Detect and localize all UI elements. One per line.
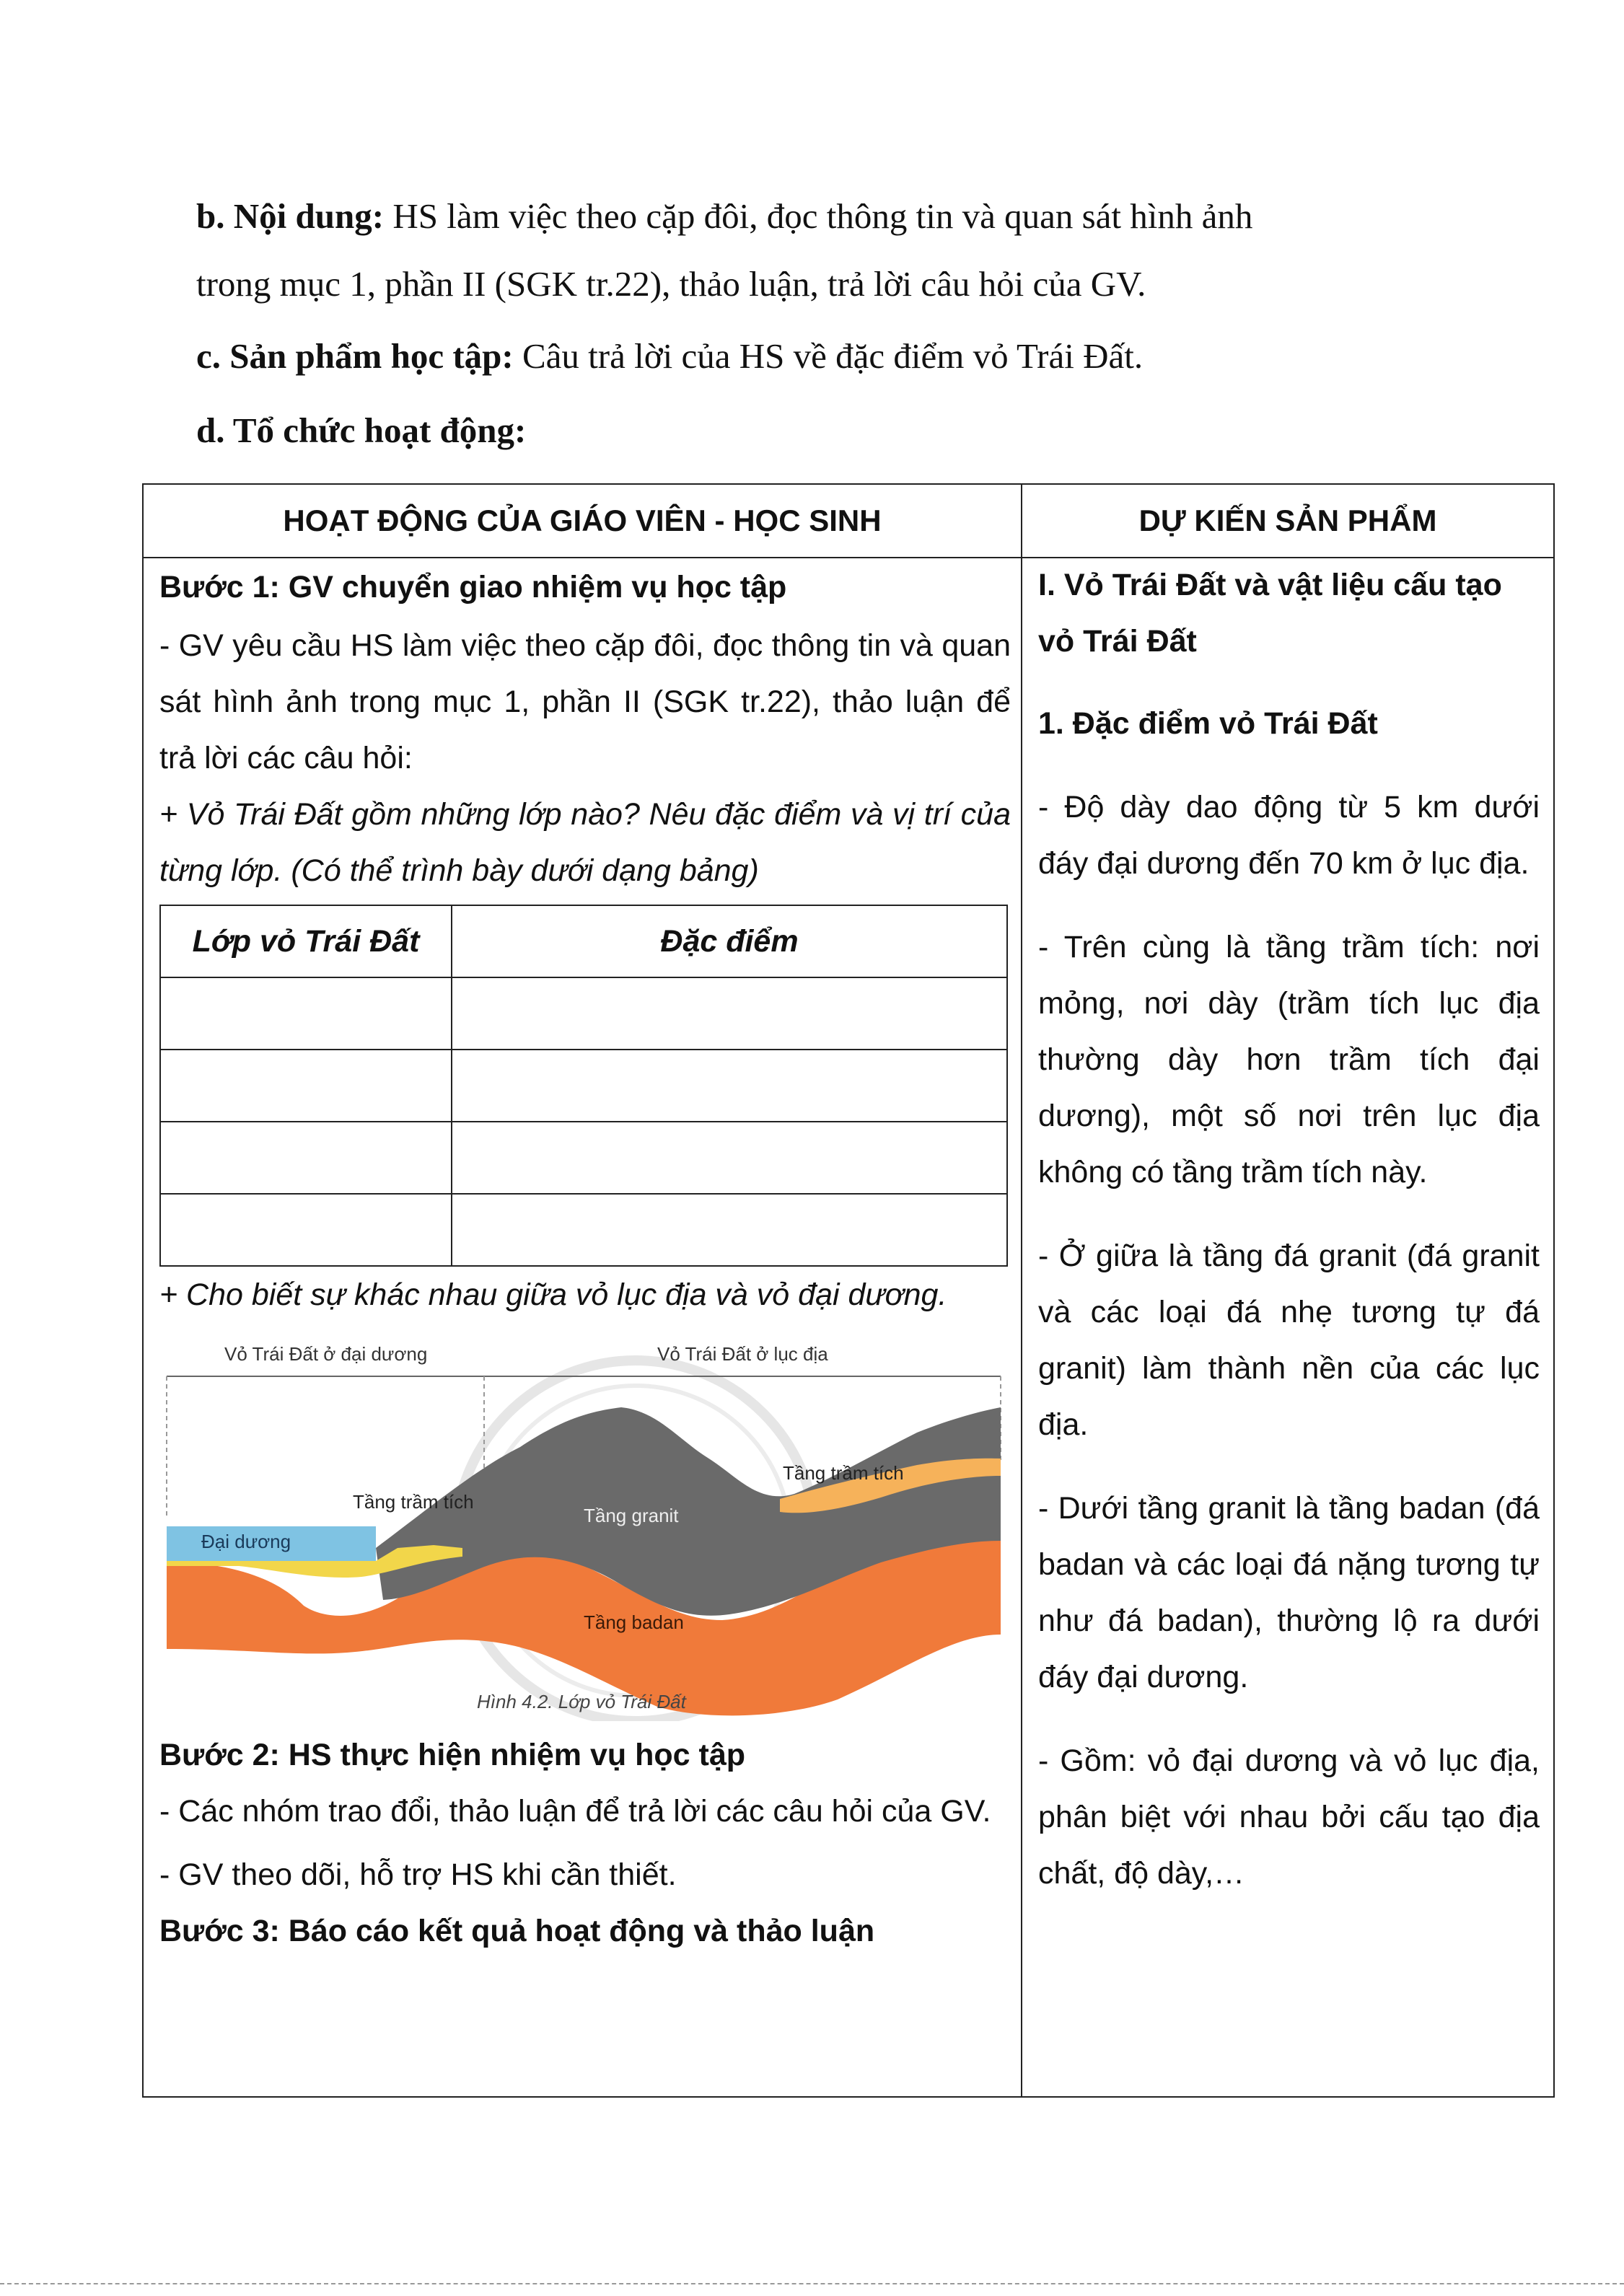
- product-line: [196, 333, 1437, 379]
- question-2: + Cho biết sự khác nhau giữa vỏ lục địa và vỏ đại dương.: [159, 1277, 947, 1312]
- content-text-2: trong mục 1, phần II (SGK tr.22), thảo luận, trả lời câu hỏi của GV.: [196, 264, 1146, 304]
- thickness-paragraph: - Độ dày dao động từ 5 km dưới đáy đại dương đến 70 km ở lục địa.: [1038, 790, 1540, 881]
- step1-text: - GV yêu cầu HS làm việc theo cặp đôi, đọc thông tin và quan sát hình ảnh trong mục 1, phần II (SGK tr.22), thảo luận để trả lời các câu hỏi:: [159, 628, 1011, 775]
- table-cell[interactable]: [452, 1050, 1007, 1122]
- column-divider: [1021, 485, 1022, 2096]
- organization-label: d. Tổ chức hoạt động:: [196, 410, 527, 450]
- feature-col-header: Đặc điểm: [452, 905, 1007, 977]
- composition-paragraph: - Gồm: vỏ đại dương và vỏ lục địa, phân biệt với nhau bởi cấu tạo địa chất, độ dày,…: [1038, 1743, 1540, 1891]
- step2-title: Bước 2: HS thực hiện nhiệm vụ học tập: [159, 1738, 746, 1772]
- table-cell[interactable]: [160, 1122, 452, 1194]
- header-expected-product: DỰ KIẾN SẢN PHẨM: [1138, 503, 1437, 537]
- table-cell[interactable]: [160, 1194, 452, 1266]
- layer-table-header: [160, 905, 1007, 977]
- granite-paragraph: - Ở giữa là tầng đá granit (đá granit và các loại đá nhẹ tương tự đá granit) làm thành nền của các lục địa.: [1038, 1239, 1540, 1442]
- table-cell[interactable]: [160, 1050, 452, 1122]
- ocean-crust-label: Vỏ Trái Đất ở đại dương: [224, 1343, 428, 1365]
- right-column: [1038, 557, 1540, 1901]
- content-line-1: [196, 193, 1437, 239]
- product-label: c. Sản phẩm học tập:: [196, 336, 514, 376]
- page-bottom-rule: [0, 2283, 1624, 2284]
- step2-text-2: - GV theo dõi, hỗ trợ HS khi cần thiết.: [159, 1857, 677, 1892]
- table-cell[interactable]: [452, 977, 1007, 1050]
- table-row: [160, 1050, 1007, 1122]
- basalt-label: Tầng badan: [584, 1611, 684, 1633]
- header-teacher-student: HOẠT ĐỘNG CỦA GIÁO VIÊN - HỌC SINH: [283, 503, 882, 537]
- content-text-1: HS làm việc theo cặp đôi, đọc thông tin và quan sát hình ảnh: [384, 196, 1253, 236]
- basalt-paragraph: - Dưới tầng granit là tầng badan (đá badan và các loại đá nặng tương tự như đá badan), thường lộ ra dưới đáy đại dương.: [1038, 1491, 1540, 1694]
- step2-text-1: - Các nhóm trao đổi, thảo luận để trả lời các câu hỏi của GV.: [159, 1794, 991, 1829]
- table-row: [160, 1122, 1007, 1194]
- section-title: I. Vỏ Trái Đất và vật liệu cấu tạo vỏ Trái Đất: [1038, 568, 1502, 659]
- left-column: [159, 557, 1011, 1959]
- sediment-left-label: Tầng trầm tích: [353, 1491, 474, 1513]
- layer-table: [159, 905, 1008, 1267]
- ocean-label: Đại dương: [201, 1531, 291, 1552]
- sediment-paragraph: - Trên cùng là tầng trầm tích: nơi mỏng, nơi dày (trầm tích lục địa thường dày hơn trầm tích đại dương), một số nơi trên lục địa không có tầng trầm tích này.: [1038, 930, 1540, 1189]
- organization-line: [196, 408, 1437, 454]
- product-text: Câu trả lời của HS về đặc điểm vỏ Trái Đất.: [513, 336, 1144, 376]
- step3-title: Bước 3: Báo cáo kết quả hoạt động và thảo luận: [159, 1914, 875, 1948]
- figure-caption: Hình 4.2. Lớp vỏ Trái Đất: [477, 1691, 686, 1712]
- content-line-2: [196, 261, 1437, 307]
- table-row: [160, 1194, 1007, 1266]
- granite-label: Tầng granit: [584, 1505, 679, 1526]
- layer-col-header: Lớp vỏ Trái Đất: [160, 905, 452, 977]
- subsection-title: 1. Đặc điểm vỏ Trái Đất: [1038, 706, 1378, 741]
- table-row: [160, 977, 1007, 1050]
- table-cell[interactable]: [452, 1122, 1007, 1194]
- continent-crust-label: Vỏ Trái Đất ở lục địa: [657, 1343, 828, 1365]
- table-cell[interactable]: [160, 977, 452, 1050]
- activity-table: [142, 483, 1555, 2098]
- content-label: b. Nội dung:: [196, 196, 385, 236]
- step1-title: Bước 1: GV chuyển giao nhiệm vụ học tập: [159, 570, 787, 604]
- crust-diagram: [159, 1332, 1008, 1721]
- table-cell[interactable]: [452, 1194, 1007, 1266]
- sediment-right-label: Tầng trầm tích: [783, 1462, 904, 1484]
- question-1: + Vỏ Trái Đất gồm những lớp nào? Nêu đặc điểm và vị trí của từng lớp. (Có thể trình bày dưới dạng bảng): [159, 797, 1011, 888]
- crust-figure: [159, 1332, 1008, 1721]
